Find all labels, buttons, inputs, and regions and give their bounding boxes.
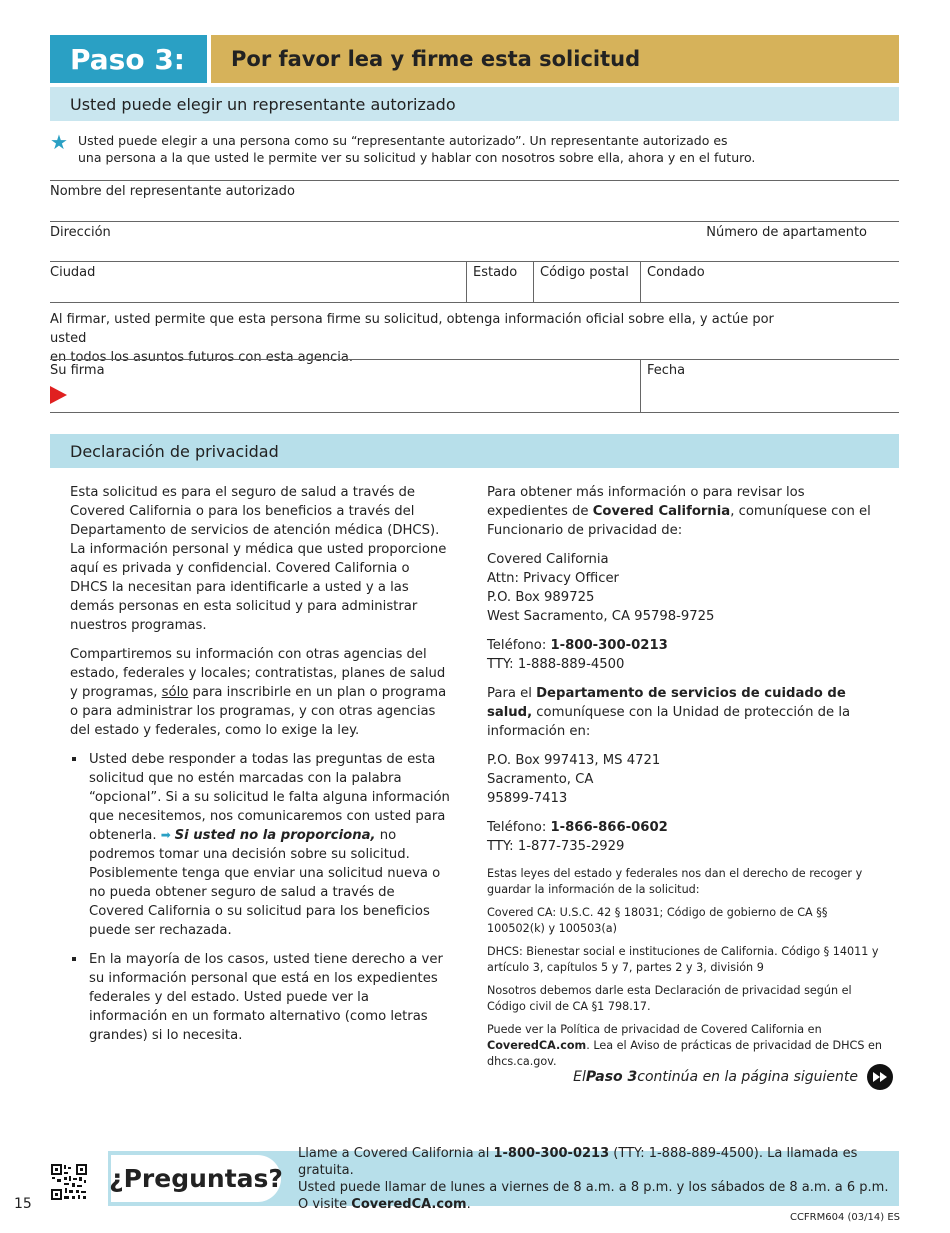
- list-item: Usted debe responder a todas las preguntas de esta solicitud que no estén marcadas con la palabra “opcional”. Si a su solicitud le falta alguna información que necesitemos, nos comunicaremos con usted para obtenerla. ➡ Si usted no la proporciona, no podremos tomar una decisión sobre su solicitud. Posiblemente tenga que enviar una solicitud nueva o no pueda obtener seguro de salud a través de Covered California o su solicitud para los beneficios puede ser rechazada.: [70, 750, 450, 940]
- legal-text-3: DHCS: Bienestar social e instituciones de California. Código § 14011 y artículo 3, capítulos 5 y 7, partes 2 y 3, división 9: [487, 945, 879, 974]
- county-field[interactable]: Condado: [647, 265, 705, 280]
- step-label: Paso 3:: [50, 35, 207, 83]
- state-field[interactable]: Estado: [467, 262, 534, 302]
- consent-line-1: Al firmar, usted permite que esta persona firme su solicitud, obtenga información oficial sobre ella, y actúe por usted: [50, 312, 774, 346]
- privacy-right-column: [487, 483, 882, 1077]
- form-code: CCFRM604 (03/14) ES: [789, 1212, 900, 1223]
- address-row: [50, 221, 899, 262]
- star-icon: ★: [50, 130, 68, 154]
- questions-text: Llame a Covered California al 1-800-300-0213 (TTY: 1-888-889-4500). La llamada es gratuita. Usted puede llamar de lunes a viernes de 8 a.m. a 8 p.m. y los sábados de 8 a.m. a 6 p.m. O visite CoveredCA.com.: [298, 1145, 889, 1212]
- qr-code-icon: [50, 1163, 88, 1201]
- intro-line-2: una persona a la que usted le permite ver su solicitud y hablar con nosotros sobre ella, ahora y en el futuro.: [78, 150, 756, 165]
- privacy-paragraph-1: Esta solicitud es para el seguro de salud a través de Covered California o para los beneficios a través del Departamento de servicios de atención médica (DHCS). La información personal y médica que usted proporcione aquí es privada y confidencial. Covered California o DHCS la necesitan para identificarle a usted y a las demás personas en esta solicitud y para administrar nuestros programas.: [70, 485, 447, 633]
- privacy-bullets: [70, 750, 450, 1045]
- authorized-rep-intro: [50, 132, 899, 166]
- page-number: 15: [14, 1196, 32, 1212]
- questions-label: ¿Preguntas?: [111, 1155, 281, 1202]
- apartment-field[interactable]: Número de apartamento: [706, 225, 867, 240]
- privacy-paragraph-2: Compartiremos su información con otras agencias del estado, federales y locales; contratistas, planes de salud y programas, sólo para inscribirle en un plan o programa o para administrar los programas, y con otras agencias del estado y federales, como lo exige la ley.: [70, 647, 447, 738]
- intro-line-1: Usted puede elegir a una persona como su “representante autorizado”. Un representante autorizado es: [78, 133, 728, 148]
- step-header: [50, 35, 899, 83]
- signature-label: Su firma: [50, 363, 105, 378]
- fast-forward-icon: [867, 1064, 893, 1090]
- legal-text-2: Covered CA: U.S.C. 42 § 18031; Código de gobierno de CA §§ 100502(k) y 100503(a): [487, 906, 828, 935]
- arrow-right-icon: ➡: [160, 828, 175, 842]
- legal-text-4: Nosotros debemos darle esta Declaración de privacidad según el Código civil de CA §1 798.17.: [487, 984, 852, 1013]
- rep-name-label: Nombre del representante autorizado: [50, 184, 295, 199]
- privacy-contact-intro: Para obtener más información o para revisar los expedientes de Covered California, comuníquese con el Funcionario de privacidad de:: [487, 485, 871, 538]
- privacy-left-column: [70, 483, 450, 1055]
- authorized-rep-heading: Usted puede elegir un representante autorizado: [50, 87, 899, 121]
- signature-row: [50, 359, 899, 413]
- city-row: [50, 261, 899, 303]
- covered-ca-address: Covered California Attn: Privacy Officer P.O. Box 989725 West Sacramento, CA 95798-9725: [487, 552, 715, 624]
- consent-line-2: en todos los asuntos futuros con esta agencia.: [50, 350, 353, 365]
- city-field[interactable]: Ciudad: [50, 262, 467, 302]
- step-title: Por favor lea y firme esta solicitud: [211, 35, 899, 83]
- covered-ca-phone: Teléfono: 1-800-300-0213 TTY: 1-888-889-4500: [487, 638, 668, 672]
- legal-text-1: Estas leyes del estado y federales nos dan el derecho de recoger y guardar la información de la solicitud:: [487, 867, 863, 896]
- date-field[interactable]: Fecha: [647, 363, 686, 378]
- sign-here-arrow-icon: [50, 386, 67, 404]
- list-item: En la mayoría de los casos, usted tiene derecho a ver su información personal que está en los expedientes federales y del estado. Usted puede ver la información en un formato alternativo (como letras grandes) si lo necesita.: [70, 950, 450, 1045]
- signature-field[interactable]: [50, 360, 641, 413]
- questions-banner: [108, 1145, 899, 1212]
- dhcs-contact-intro: Para el Departamento de servicios de cuidado de salud, comuníquese con la Unidad de protección de la información en:: [487, 686, 851, 739]
- address-field[interactable]: Dirección: [50, 225, 111, 240]
- zip-field[interactable]: Código postal: [534, 262, 641, 302]
- legal-text-5: Puede ver la Política de privacidad de Covered California en CoveredCA.com. Lea el Aviso de prácticas de privacidad de DHCS en dhcs.ca.gov.: [487, 1023, 882, 1068]
- continue-notice: El Paso 3 continúa en la página siguiente: [573, 1064, 893, 1090]
- rep-name-field[interactable]: [50, 180, 899, 221]
- covered-ca-link[interactable]: CoveredCA.com: [351, 1196, 467, 1212]
- privacy-heading: Declaración de privacidad: [50, 434, 899, 468]
- dhcs-phone: Teléfono: 1-866-866-0602 TTY: 1-877-735-2929: [487, 820, 668, 854]
- dhcs-address: P.O. Box 997413, MS 4721 Sacramento, CA 95899-7413: [487, 753, 661, 806]
